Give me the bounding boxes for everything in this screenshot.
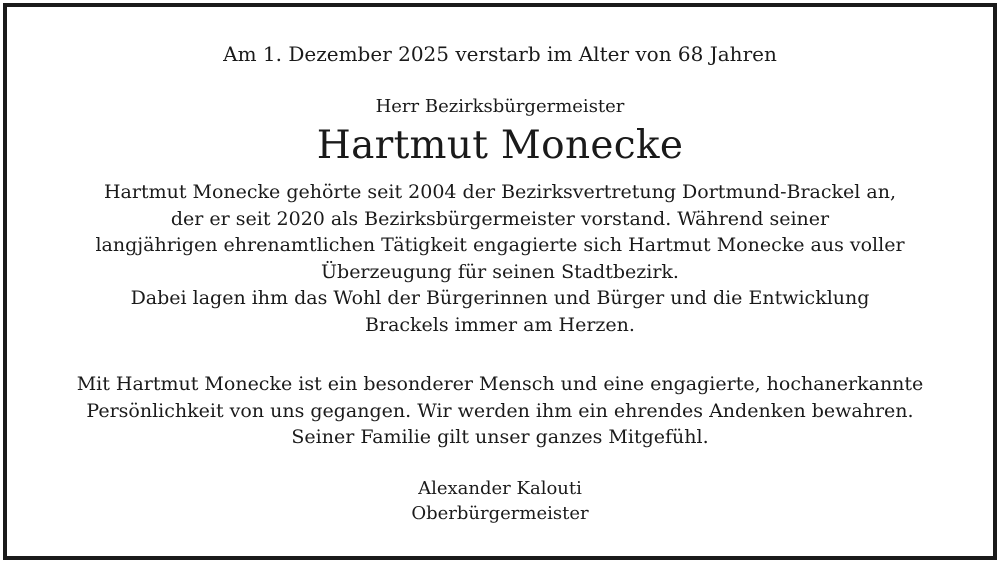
tribute-line: Überzeugung für seinen Stadtbezirk. — [321, 260, 679, 283]
tribute-line: Seiner Familie gilt unser ganzes Mitgefühl. — [291, 426, 709, 448]
signer-title: Oberbürgermeister — [411, 503, 589, 524]
signer-name: Alexander Kalouti — [418, 478, 582, 499]
tribute-line: Persönlichkeit von uns gegangen. Wir werden ihm ein ehrendes Andenken bewahren. — [86, 399, 914, 422]
tribute-line: Brackels immer am Herzen. — [365, 313, 635, 336]
tribute-line: Mit Hartmut Monecke ist ein besonderer Mensch und eine engagierte, hochanerkannte — [76, 373, 924, 395]
deceased-name: Hartmut Monecke — [316, 123, 684, 168]
tribute-line: Hartmut Monecke gehörte seit 2004 der Bezirksvertretung Dortmund-Brackel an, — [103, 181, 897, 203]
tribute-paragraph-1 — [7, 179, 993, 338]
tribute-line: langjährigen ehrenamtlichen Tätigkeit engagierte sich Hartmut Monecke aus voller — [95, 234, 905, 256]
honorific-title: Herr Bezirksbürgermeister — [375, 96, 625, 117]
obituary-frame — [3, 3, 997, 560]
tribute-line: Dabei lagen ihm das Wohl der Bürgerinnen und Bürger und die Entwicklung — [130, 287, 870, 309]
tribute-line: der er seit 2020 als Bezirksbürgermeister vorstand. Während seiner — [170, 207, 830, 230]
death-announcement: Am 1. Dezember 2025 verstarb im Alter von 68 Jahren — [223, 42, 777, 66]
tribute-paragraph-2 — [7, 371, 993, 451]
